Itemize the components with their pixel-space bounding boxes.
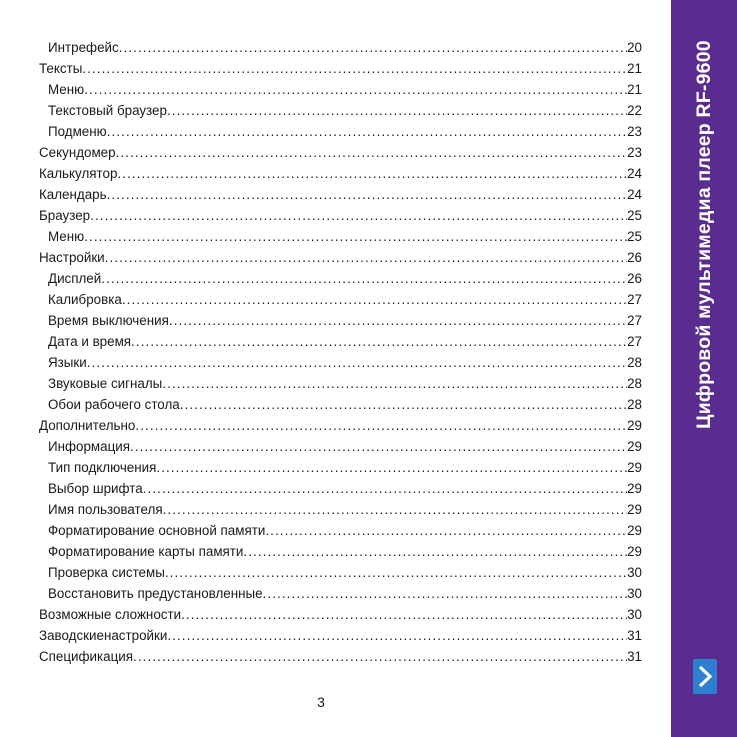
toc-entry-label: Настройки [39,250,105,265]
toc-leader-dots [163,499,627,520]
toc-leader-dots [181,604,627,625]
toc-entry[interactable] [39,310,642,331]
toc-entry-label: Дата и время [48,334,132,349]
toc-leader-dots [90,205,627,226]
toc-leader-dots [156,457,627,478]
toc-leader-dots [116,142,628,163]
toc-entry-label: Интрефейс [48,40,119,55]
toc-entry-page: 27 [627,313,642,328]
toc-entry[interactable] [39,520,642,541]
toc-leader-dots [119,37,627,58]
toc-entry-label: Форматирование карты памяти [48,544,244,559]
toc-leader-dots [263,583,628,604]
toc-entry-page: 24 [627,166,642,181]
toc-entry-page: 28 [627,397,642,412]
toc-entry-label: Форматирование основной памяти [48,523,266,538]
toc-leader-dots [243,541,627,562]
side-band [671,0,737,737]
toc-leader-dots [143,478,627,499]
toc-entry-label: Имя пользователя [48,502,163,517]
toc-leader-dots [87,352,627,373]
toc-entry-page: 31 [627,649,642,664]
toc-entry-label: Проверка системы [48,565,165,580]
toc-entry[interactable] [39,352,642,373]
toc-entry[interactable] [39,79,642,100]
toc-leader-dots [180,394,627,415]
toc-entry-page: 30 [627,586,642,601]
toc-entry-label: Тип подключения [48,460,157,475]
toc-leader-dots [133,646,627,667]
toc-entry-page: 29 [627,460,642,475]
toc-leader-dots [84,226,627,247]
toc-leader-dots [105,247,627,268]
toc-entry[interactable] [39,436,642,457]
toc-entry-page: 23 [627,145,642,160]
toc-entry-page: 31 [627,628,642,643]
toc-entry[interactable] [39,184,642,205]
toc-entry[interactable] [39,583,642,604]
toc-entry-label: Секундомер [39,145,116,160]
toc-entry-label: Меню [48,82,85,97]
toc-entry[interactable] [39,268,642,289]
toc-entry-page: 27 [627,292,642,307]
toc-entry-page: 30 [627,607,642,622]
table-of-contents [39,37,642,667]
toc-entry[interactable] [39,373,642,394]
toc-entry[interactable] [39,604,642,625]
toc-entry[interactable] [39,457,642,478]
toc-entry-label: Календарь [39,187,107,202]
toc-entry-label: Возможные сложности [39,607,182,622]
toc-entry-label: Браузер [39,208,91,223]
toc-entry-label: Калибровка [48,292,122,307]
side-title: Цифровой мультимедиа плеер RF-9600 [692,39,715,429]
toc-leader-dots [131,331,627,352]
toc-entry[interactable] [39,205,642,226]
toc-leader-dots [107,184,628,205]
toc-leader-dots [101,268,627,289]
toc-entry[interactable] [39,415,642,436]
toc-entry[interactable] [39,625,642,646]
toc-entry-page: 30 [627,565,642,580]
toc-entry-page: 26 [627,250,642,265]
toc-entry[interactable] [39,37,642,58]
toc-leader-dots [84,79,627,100]
toc-entry-page: 23 [627,124,642,139]
toc-leader-dots [82,58,627,79]
toc-entry-label: Спецификация [39,649,134,664]
toc-entry-label: Обои рабочего стола [48,397,180,412]
toc-leader-dots [117,163,627,184]
toc-entry-page: 21 [627,61,642,76]
toc-entry-page: 25 [627,229,642,244]
toc-entry-page: 21 [627,82,642,97]
toc-entry-label: Калькулятор [39,166,118,181]
toc-entry[interactable] [39,142,642,163]
toc-entry-page: 29 [627,418,642,433]
toc-entry-page: 28 [627,376,642,391]
toc-entry-page: 22 [627,103,642,118]
side-title-wrap [671,14,737,454]
toc-entry-label: Звуковые сигналы [48,376,163,391]
toc-entry-label: Время выключения [48,313,169,328]
toc-entry-label: Языки [48,355,87,370]
toc-leader-dots [122,289,627,310]
toc-entry-label: Дисплей [48,271,102,286]
toc-entry-label: Тексты [39,61,83,76]
toc-entry-label: Текстовый браузер [48,103,167,118]
toc-entry[interactable] [39,163,642,184]
toc-entry[interactable] [39,121,642,142]
toc-leader-dots [169,310,627,331]
toc-leader-dots [135,415,627,436]
page-number: 3 [317,694,325,710]
toc-entry[interactable] [39,541,642,562]
toc-entry[interactable] [39,58,642,79]
toc-entry[interactable] [39,289,642,310]
toc-entry-page: 29 [627,439,642,454]
toc-entry-page: 27 [627,334,642,349]
toc-entry[interactable] [39,331,642,352]
toc-entry-page: 24 [627,187,642,202]
toc-leader-dots [265,520,627,541]
toc-leader-dots [167,625,627,646]
toc-entry[interactable] [39,100,642,121]
toc-entry-label: Восстановить предустановленные [48,586,263,601]
toc-entry-label: Подменю [48,124,107,139]
toc-leader-dots [162,373,627,394]
toc-entry[interactable] [39,478,642,499]
toc-entry-page: 20 [627,40,642,55]
toc-entry-page: 26 [627,271,642,286]
toc-entry[interactable] [39,562,642,583]
chevron-right-icon [693,659,717,694]
toc-leader-dots [165,562,627,583]
toc-entry[interactable] [39,226,642,247]
toc-entry-label: Выбор шрифта [48,481,143,496]
toc-leader-dots [107,121,627,142]
toc-leader-dots [130,436,627,457]
toc-entry-label: Меню [48,229,85,244]
toc-entry-label: Заводскиенастройки [39,628,168,643]
toc-entry[interactable] [39,247,642,268]
next-page-button[interactable] [693,659,717,694]
toc-entry-page: 29 [627,481,642,496]
toc-entry-label: Дополнительно [39,418,136,433]
toc-entry-page: 29 [627,523,642,538]
toc-entry-page: 29 [627,502,642,517]
toc-entry[interactable] [39,499,642,520]
toc-entry-label: Информация [48,439,130,454]
toc-leader-dots [167,100,627,121]
toc-entry[interactable] [39,646,642,667]
toc-entry-page: 29 [627,544,642,559]
toc-entry-page: 28 [627,355,642,370]
toc-entry-page: 25 [627,208,642,223]
toc-entry[interactable] [39,394,642,415]
